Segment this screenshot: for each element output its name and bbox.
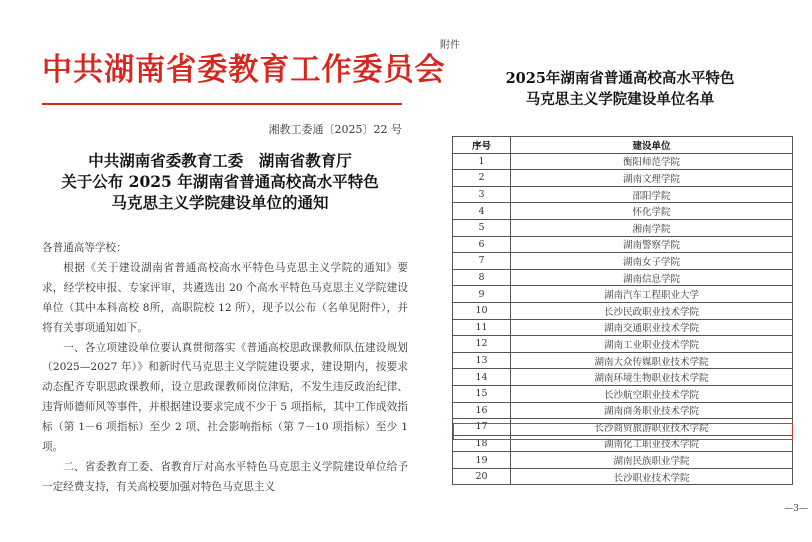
table-row <box>453 336 793 353</box>
row-unit-name: 湖南环境生物职业技术学院 <box>511 369 793 386</box>
row-number: 14 <box>453 369 511 386</box>
row-unit-name: 长沙商贸旅游职业技术学院 <box>511 419 793 436</box>
table-row <box>453 236 793 253</box>
table-row <box>453 419 793 436</box>
row-unit-name: 湖南工业职业技术学院 <box>511 336 793 353</box>
row-number: 9 <box>453 286 511 303</box>
row-number: 15 <box>453 385 511 402</box>
row-unit-name: 怀化学院 <box>511 203 793 220</box>
table-row <box>453 186 793 203</box>
row-number: 11 <box>453 319 511 336</box>
table-row <box>453 302 793 319</box>
table-row <box>453 286 793 303</box>
notice-title-line: 关于公布 2025 年湖南省普通高校高水平特色 <box>61 172 379 191</box>
body-paragraph: 一、各立项建设单位要认真贯彻落实《普通高校思政课教师队伍建设规划（2025—2027 年）》和新时代马克思主义学院建设要求，建设期内，按要求动态配齐专职思政课教师，设立思政课教师岗位津贴，不发生违反政治纪律、违背师德师风等事件，并根据建设要求完成不少于 5 项指标，其中工作成效指标（第 1－6 项指标）至少 2 项、社会影响指标（第 7－10 项指标）至少 1 项。 <box>42 341 408 454</box>
red-header-title: 中共湖南省委教育工作委员会 <box>42 52 446 88</box>
row-number: 7 <box>453 253 511 270</box>
table-row <box>453 435 793 452</box>
header-unit: 建设单位 <box>511 137 793 154</box>
row-number: 1 <box>453 153 511 170</box>
row-unit-name: 湘南学院 <box>511 219 793 236</box>
table-row <box>453 170 793 187</box>
table-row <box>453 319 793 336</box>
body-paragraph: 二、省委教育工委、省教育厅对高水平特色马克思主义学院建设单位给予一定经费支持，有关高校要加强对特色马克思主义 <box>42 460 408 493</box>
notice-title-line: 马克思主义学院建设单位的通知 <box>111 193 329 212</box>
row-unit-name: 湖南信息学院 <box>511 269 793 286</box>
notice-body <box>42 239 408 498</box>
table-row <box>453 468 793 485</box>
table-row <box>453 269 793 286</box>
table-row <box>453 153 793 170</box>
list-title <box>460 68 780 110</box>
list-title-line: 2025年湖南省普通高校高水平特色 <box>505 70 735 87</box>
red-header-rule <box>42 103 402 105</box>
row-unit-name: 湖南大众传媒职业技术学院 <box>511 352 793 369</box>
row-unit-name: 湖南汽车工程职业大学 <box>511 286 793 303</box>
row-number: 20 <box>453 468 511 485</box>
row-number: 17 <box>453 419 511 436</box>
list-title-line: 马克思主义学院建设单位名单 <box>525 91 715 108</box>
row-unit-name: 衡阳师范学院 <box>511 153 793 170</box>
row-unit-name: 湖南民族职业学院 <box>511 452 793 469</box>
row-unit-name: 湖南警察学院 <box>511 236 793 253</box>
notice-title-line: 中共湖南省委教育工委 湖南省教育厅 <box>88 151 352 170</box>
row-number: 5 <box>453 219 511 236</box>
table-row <box>453 402 793 419</box>
row-number: 18 <box>453 435 511 452</box>
row-unit-name: 长沙民政职业技术学院 <box>511 302 793 319</box>
table-row <box>453 452 793 469</box>
table-row <box>453 385 793 402</box>
row-unit-name: 长沙航空职业技术学院 <box>511 385 793 402</box>
row-unit-name: 湖南文理学院 <box>511 170 793 187</box>
row-number: 4 <box>453 203 511 220</box>
row-unit-name: 湖南化工职业技术学院 <box>511 435 793 452</box>
table-row <box>453 203 793 220</box>
row-number: 2 <box>453 170 511 187</box>
page-number: —3— <box>784 504 808 514</box>
row-number: 3 <box>453 186 511 203</box>
row-number: 8 <box>453 269 511 286</box>
row-number: 19 <box>453 452 511 469</box>
table-row <box>453 352 793 369</box>
header-no: 序号 <box>453 137 511 154</box>
row-unit-name: 长沙职业技术学院 <box>511 468 793 485</box>
row-unit-name: 湖南交通职业技术学院 <box>511 319 793 336</box>
table-row <box>453 369 793 386</box>
row-unit-name: 湖南女子学院 <box>511 253 793 270</box>
row-number: 12 <box>453 336 511 353</box>
notice-title <box>40 150 400 213</box>
row-number: 6 <box>453 236 511 253</box>
table-row <box>453 253 793 270</box>
document-number: 湘教工委通〔2025〕22 号 <box>268 123 402 136</box>
row-number: 10 <box>453 302 511 319</box>
salutation: 各普通高等学校： <box>42 242 127 254</box>
row-number: 16 <box>453 402 511 419</box>
row-number: 13 <box>453 352 511 369</box>
attachment-page <box>430 0 812 542</box>
attachment-label: 附件 <box>440 40 460 51</box>
table-row <box>453 219 793 236</box>
units-table <box>452 136 793 485</box>
body-paragraph: 根据《关于建设湖南省普通高校高水平特色马克思主义学院的通知》要求，经学校申报、专家评审，共遴选出 20 个高水平特色马克思主义学院建设单位（其中本科高校 8所，高职院校 12 所），现予以公布（名单见附件），并将有关事项通知如下。 <box>42 261 408 334</box>
row-unit-name: 邵阳学院 <box>511 186 793 203</box>
table-body <box>453 153 793 485</box>
row-unit-name: 湖南商务职业技术学院 <box>511 402 793 419</box>
table-header-row <box>453 137 793 154</box>
